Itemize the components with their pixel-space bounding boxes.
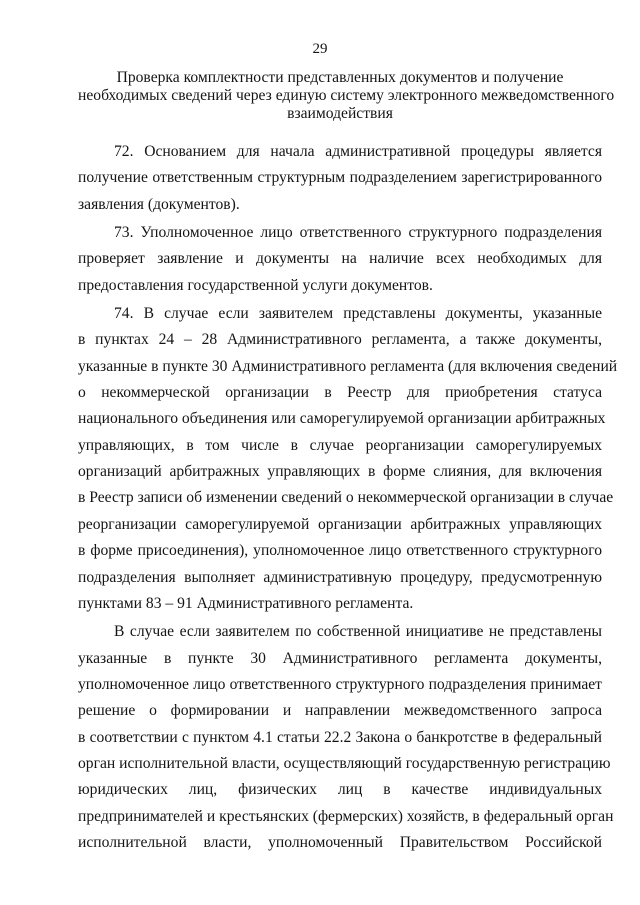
text-line: 72. Основанием для начала административной процедуры является <box>114 143 602 160</box>
text-line: подразделения выполняет административную процедуру, предусмотренную <box>78 568 602 586</box>
text-line: предпринимателей и крестьянских (фермерских) хозяйств, в федеральный орган <box>78 807 614 825</box>
paragraph-74 <box>78 301 618 617</box>
text-line: исполнительной власти, уполномоченный Правительством Российской <box>78 833 602 851</box>
text-line: в пунктах 24 – 28 Административного регламента, а также документы, <box>78 331 602 349</box>
text-line: управляющих, в том числе в случае реорганизации саморегулируемых <box>78 436 602 454</box>
text-line: предоставления государственной услуги документов. <box>78 276 433 294</box>
heading-line: Проверка комплектности представленных документов и получение <box>116 69 564 86</box>
text-line: В случае если заявителем по собственной инициативе не представлены <box>114 623 602 641</box>
paragraph-72 <box>78 139 602 218</box>
text-line: получение ответственным структурным подразделением зарегистрированного <box>78 169 602 187</box>
text-line: заявления (документов). <box>78 195 240 213</box>
text-line: уполномоченное лицо ответственного структурного подразделения принимает <box>78 675 602 693</box>
body-text <box>78 139 618 856</box>
text-line: о некоммерческой организации в Реестр для приобретения статуса <box>78 384 602 402</box>
text-line: проверяет заявление и документы на наличие всех необходимых для <box>78 250 602 268</box>
text-line: в Реестр записи об изменении сведений о некоммерческой организации в случае <box>78 489 614 507</box>
page-number: 29 <box>312 41 328 57</box>
text-line: пунктами 83 – 91 Административного регламента. <box>78 594 414 612</box>
text-line: орган исполнительной власти, осуществляющий государственную регистрацию <box>78 754 611 772</box>
text-line: 74. В случае если заявителем представлены документы, указанные <box>114 305 602 323</box>
text-line: юридических лиц, физических лиц в качестве индивидуальных <box>78 781 602 799</box>
text-line: указанные в пункте 30 Административного регламента (для включения сведений <box>78 357 618 375</box>
text-line: в форме присоединения), уполномоченное лицо ответственного структурного <box>78 542 602 560</box>
text-line: национального объединения или саморегулируемой организации арбитражных <box>78 410 606 428</box>
text-line: указанные в пункте 30 Административного регламента документы, <box>78 649 602 667</box>
heading-line: взаимодействия <box>287 105 393 122</box>
heading-line: необходимых сведений через единую систему электронного межведомственного <box>78 87 615 104</box>
text-line: в соответствии с пунктом 4.1 статьи 22.2 Закона о банкротстве в федеральный <box>78 728 602 746</box>
text-line: решение о формировании и направлении межведомственного запроса <box>78 702 602 720</box>
paragraph-74-continued <box>78 619 614 856</box>
text-line: 73. Уполномоченное лицо ответственного структурного подразделения <box>114 224 602 242</box>
paragraph-73 <box>78 220 602 299</box>
section-heading <box>78 69 615 123</box>
text-line: организаций арбитражных управляющих в форме слияния, для включения <box>78 463 602 481</box>
text-line: реорганизации саморегулируемой организации арбитражных управляющих <box>78 515 602 533</box>
